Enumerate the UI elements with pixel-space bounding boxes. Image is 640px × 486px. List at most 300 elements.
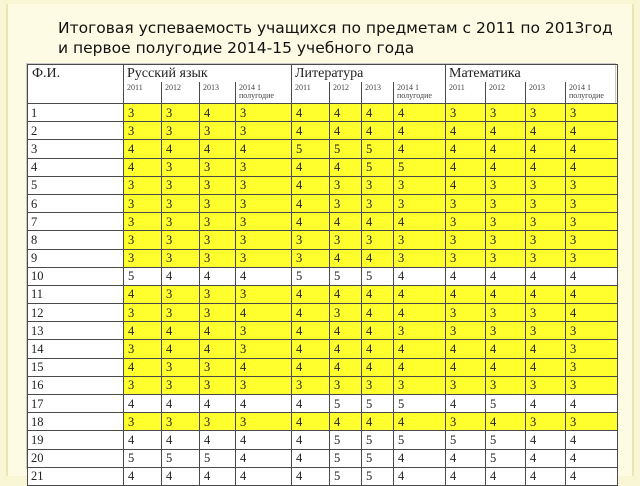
table-row <box>28 340 618 358</box>
grade-cell: 4 <box>330 340 362 358</box>
grade-cell: 4 <box>486 140 526 158</box>
slide <box>6 4 634 484</box>
grade-cell: 5 <box>330 140 362 158</box>
grade-cell: 5 <box>362 467 394 485</box>
grade-cell: 4 <box>236 449 292 467</box>
grade-cell: 3 <box>200 194 236 212</box>
grade-cell: 4 <box>362 213 394 231</box>
grade-cell: 3 <box>162 413 200 431</box>
grade-cell: 3 <box>200 285 236 303</box>
student-number-cell: 21 <box>28 467 124 485</box>
grade-cell: 4 <box>362 304 394 322</box>
grade-cell: 3 <box>236 376 292 394</box>
grade-cell: 3 <box>200 413 236 431</box>
grade-cell: 4 <box>362 122 394 140</box>
grade-cell: 3 <box>124 104 162 122</box>
grade-cell: 4 <box>200 140 236 158</box>
grade-cell: 3 <box>236 285 292 303</box>
grade-cell: 3 <box>394 376 446 394</box>
grade-cell: 3 <box>236 194 292 212</box>
grade-cell: 4 <box>362 285 394 303</box>
grade-cell: 4 <box>236 431 292 449</box>
grade-cell: 4 <box>124 431 162 449</box>
grade-cell: 3 <box>446 413 486 431</box>
grade-cell: 3 <box>162 358 200 376</box>
student-number-cell: 11 <box>28 285 124 303</box>
grade-cell: 4 <box>526 467 566 485</box>
grade-cell: 3 <box>526 249 566 267</box>
grade-cell: 3 <box>124 122 162 140</box>
period-header: 2014 1 полугодие <box>566 82 618 104</box>
grade-cell: 3 <box>566 231 618 249</box>
grade-cell: 4 <box>566 449 618 467</box>
grade-cell: 3 <box>124 213 162 231</box>
fio-header: Ф.И. <box>28 65 124 104</box>
grade-cell: 4 <box>362 358 394 376</box>
grade-cell: 4 <box>292 340 330 358</box>
grade-cell: 3 <box>446 249 486 267</box>
student-number-cell: 20 <box>28 449 124 467</box>
table-row <box>28 194 618 212</box>
grade-cell: 3 <box>566 358 618 376</box>
grade-cell: 3 <box>330 304 362 322</box>
table-row <box>28 431 618 449</box>
grade-cell: 4 <box>292 431 330 449</box>
grade-cell: 4 <box>394 340 446 358</box>
grade-cell: 4 <box>526 122 566 140</box>
grade-cell: 4 <box>566 122 618 140</box>
grade-cell: 4 <box>124 285 162 303</box>
grade-cell: 4 <box>446 285 486 303</box>
grade-cell: 5 <box>362 431 394 449</box>
grade-cell: 3 <box>362 194 394 212</box>
grade-cell: 3 <box>200 358 236 376</box>
grade-cell: 4 <box>486 358 526 376</box>
grade-cell: 3 <box>330 231 362 249</box>
grade-cell: 3 <box>526 376 566 394</box>
grade-cell: 4 <box>292 467 330 485</box>
grade-cell: 4 <box>330 322 362 340</box>
period-header: 2011 <box>446 82 486 104</box>
grade-cell: 3 <box>526 104 566 122</box>
grade-cell: 3 <box>162 122 200 140</box>
grade-cell: 4 <box>330 413 362 431</box>
grade-cell: 3 <box>124 249 162 267</box>
grade-cell: 4 <box>292 176 330 194</box>
student-number-cell: 16 <box>28 376 124 394</box>
grade-cell: 5 <box>486 431 526 449</box>
grade-cell: 4 <box>394 413 446 431</box>
grade-cell: 4 <box>236 140 292 158</box>
grade-cell: 3 <box>566 176 618 194</box>
grade-cell: 4 <box>566 395 618 413</box>
grade-cell: 4 <box>330 358 362 376</box>
grades-table <box>27 64 618 486</box>
grade-cell: 4 <box>162 140 200 158</box>
student-number-cell: 3 <box>28 140 124 158</box>
grade-cell: 4 <box>236 395 292 413</box>
grade-cell: 4 <box>124 467 162 485</box>
grade-cell: 4 <box>292 358 330 376</box>
grade-cell: 4 <box>394 104 446 122</box>
grade-cell: 5 <box>292 140 330 158</box>
grade-cell: 4 <box>292 213 330 231</box>
student-number-cell: 13 <box>28 322 124 340</box>
grade-cell: 4 <box>162 395 200 413</box>
grade-cell: 4 <box>330 213 362 231</box>
grade-cell: 3 <box>566 194 618 212</box>
grade-cell: 3 <box>486 104 526 122</box>
table-row <box>28 285 618 303</box>
grade-cell: 3 <box>124 231 162 249</box>
grade-cell: 3 <box>162 213 200 231</box>
grade-cell: 4 <box>526 158 566 176</box>
grade-cell: 3 <box>236 340 292 358</box>
grade-cell: 5 <box>394 395 446 413</box>
grade-cell: 5 <box>394 431 446 449</box>
grade-cell: 3 <box>162 194 200 212</box>
grade-cell: 4 <box>200 340 236 358</box>
grade-cell: 4 <box>124 395 162 413</box>
grade-cell: 4 <box>566 267 618 285</box>
grade-cell: 4 <box>330 158 362 176</box>
table-row <box>28 122 618 140</box>
grade-cell: 4 <box>200 395 236 413</box>
student-number-cell: 12 <box>28 304 124 322</box>
grade-cell: 4 <box>292 158 330 176</box>
grades-body <box>28 104 618 486</box>
grade-cell: 4 <box>394 213 446 231</box>
grade-cell: 5 <box>362 449 394 467</box>
grade-cell: 5 <box>124 267 162 285</box>
grade-cell: 4 <box>446 140 486 158</box>
period-header: 2012 <box>162 82 200 104</box>
grade-cell: 4 <box>236 467 292 485</box>
grade-cell: 3 <box>162 104 200 122</box>
grade-cell: 4 <box>330 285 362 303</box>
grade-cell: 4 <box>446 340 486 358</box>
grade-cell: 3 <box>200 176 236 194</box>
grade-cell: 4 <box>486 413 526 431</box>
grade-cell: 3 <box>236 413 292 431</box>
grade-cell: 4 <box>486 340 526 358</box>
table-row <box>28 467 618 485</box>
grade-cell: 4 <box>200 431 236 449</box>
grade-cell: 4 <box>486 267 526 285</box>
student-number-cell: 2 <box>28 122 124 140</box>
grade-cell: 3 <box>330 194 362 212</box>
grade-cell: 3 <box>330 376 362 394</box>
grade-cell: 3 <box>394 231 446 249</box>
grade-cell: 3 <box>486 249 526 267</box>
grade-cell: 4 <box>162 467 200 485</box>
grade-cell: 4 <box>446 449 486 467</box>
grade-cell: 3 <box>394 176 446 194</box>
grade-cell: 5 <box>362 267 394 285</box>
period-header: 2011 <box>124 82 162 104</box>
grade-cell: 3 <box>566 249 618 267</box>
table-row <box>28 376 618 394</box>
grade-cell: 4 <box>162 267 200 285</box>
grade-cell: 5 <box>330 449 362 467</box>
student-number-cell: 7 <box>28 213 124 231</box>
grade-cell: 4 <box>292 285 330 303</box>
subject-header-literature: Литература <box>292 65 446 83</box>
grade-cell: 4 <box>566 467 618 485</box>
grade-cell: 4 <box>486 122 526 140</box>
grade-cell: 4 <box>446 158 486 176</box>
grade-cell: 3 <box>236 322 292 340</box>
grade-cell: 3 <box>292 231 330 249</box>
grade-cell: 5 <box>330 395 362 413</box>
grade-cell: 5 <box>330 431 362 449</box>
student-number-cell: 9 <box>28 249 124 267</box>
grade-cell: 4 <box>292 304 330 322</box>
grade-cell: 3 <box>526 304 566 322</box>
grade-cell: 4 <box>566 285 618 303</box>
period-header: 2013 <box>200 82 236 104</box>
grade-cell: 5 <box>446 431 486 449</box>
grade-cell: 3 <box>200 249 236 267</box>
grade-cell: 3 <box>162 158 200 176</box>
student-number-cell: 19 <box>28 431 124 449</box>
grade-cell: 4 <box>446 122 486 140</box>
grade-cell: 3 <box>200 122 236 140</box>
table-row <box>28 449 618 467</box>
table-row <box>28 104 618 122</box>
grade-cell: 3 <box>124 304 162 322</box>
grade-cell: 3 <box>566 340 618 358</box>
grade-cell: 3 <box>566 376 618 394</box>
subject-header-russian: Русский язык <box>124 65 292 83</box>
grade-cell: 3 <box>200 376 236 394</box>
student-number-cell: 14 <box>28 340 124 358</box>
grade-cell: 5 <box>486 449 526 467</box>
grade-cell: 3 <box>566 104 618 122</box>
grade-cell: 5 <box>394 158 446 176</box>
grade-cell: 3 <box>124 340 162 358</box>
grade-cell: 3 <box>236 122 292 140</box>
grade-cell: 3 <box>446 104 486 122</box>
grade-cell: 5 <box>124 449 162 467</box>
table-row <box>28 322 618 340</box>
grade-cell: 3 <box>526 322 566 340</box>
period-header: 2013 <box>362 82 394 104</box>
grade-cell: 4 <box>362 340 394 358</box>
grade-cell: 5 <box>292 267 330 285</box>
table-row <box>28 176 618 194</box>
table-row <box>28 231 618 249</box>
grade-cell: 3 <box>566 413 618 431</box>
grade-cell: 4 <box>526 358 566 376</box>
grade-cell: 3 <box>162 249 200 267</box>
grade-cell: 3 <box>486 376 526 394</box>
grade-cell: 4 <box>292 322 330 340</box>
grades-table-container <box>26 63 616 484</box>
table-row <box>28 213 618 231</box>
grade-cell: 3 <box>236 213 292 231</box>
grade-cell: 3 <box>362 376 394 394</box>
grade-cell: 4 <box>526 140 566 158</box>
student-number-cell: 1 <box>28 104 124 122</box>
table-row <box>28 358 618 376</box>
grade-cell: 3 <box>162 304 200 322</box>
grade-cell: 4 <box>486 285 526 303</box>
grade-cell: 4 <box>292 194 330 212</box>
grade-cell: 4 <box>292 122 330 140</box>
grade-cell: 4 <box>292 395 330 413</box>
grade-cell: 4 <box>394 140 446 158</box>
grade-cell: 3 <box>292 249 330 267</box>
grade-cell: 3 <box>486 194 526 212</box>
grade-cell: 4 <box>526 267 566 285</box>
slide-title: Итоговая успеваемость учащихся по предметам с 2011 по 2013год и первое полугодие 2014-15 учебного года <box>58 19 613 57</box>
grade-cell: 3 <box>446 376 486 394</box>
grade-cell: 3 <box>486 176 526 194</box>
grade-cell: 4 <box>526 449 566 467</box>
grade-cell: 3 <box>526 194 566 212</box>
grade-cell: 3 <box>162 285 200 303</box>
student-number-cell: 4 <box>28 158 124 176</box>
grade-cell: 3 <box>236 158 292 176</box>
grade-cell: 4 <box>394 267 446 285</box>
grade-cell: 4 <box>394 304 446 322</box>
grade-cell: 4 <box>236 267 292 285</box>
grade-cell: 3 <box>446 231 486 249</box>
student-number-cell: 17 <box>28 395 124 413</box>
grade-cell: 5 <box>486 395 526 413</box>
grade-cell: 4 <box>526 431 566 449</box>
grade-cell: 4 <box>292 413 330 431</box>
grade-cell: 3 <box>486 322 526 340</box>
grade-cell: 3 <box>526 231 566 249</box>
grade-cell: 3 <box>200 231 236 249</box>
period-header: 2013 <box>526 82 566 104</box>
grade-cell: 3 <box>162 231 200 249</box>
grade-cell: 4 <box>200 104 236 122</box>
grade-cell: 4 <box>566 304 618 322</box>
grade-cell: 4 <box>566 140 618 158</box>
grade-cell: 4 <box>330 122 362 140</box>
grade-cell: 4 <box>292 104 330 122</box>
grade-cell: 4 <box>124 158 162 176</box>
grade-cell: 4 <box>526 340 566 358</box>
grade-cell: 4 <box>200 267 236 285</box>
grade-cell: 5 <box>330 467 362 485</box>
grade-cell: 3 <box>486 304 526 322</box>
grade-cell: 5 <box>162 449 200 467</box>
grade-cell: 4 <box>446 395 486 413</box>
grade-cell: 4 <box>446 267 486 285</box>
grade-cell: 3 <box>486 213 526 231</box>
grade-cell: 4 <box>236 304 292 322</box>
grade-cell: 5 <box>362 140 394 158</box>
grade-cell: 4 <box>236 358 292 376</box>
grade-cell: 4 <box>362 413 394 431</box>
grade-cell: 3 <box>446 194 486 212</box>
grade-cell: 3 <box>362 231 394 249</box>
grade-cell: 3 <box>394 194 446 212</box>
grade-cell: 4 <box>162 431 200 449</box>
grade-cell: 4 <box>330 104 362 122</box>
student-number-cell: 15 <box>28 358 124 376</box>
grade-cell: 4 <box>124 322 162 340</box>
grade-cell: 4 <box>526 395 566 413</box>
grade-cell: 3 <box>200 213 236 231</box>
grade-cell: 4 <box>162 340 200 358</box>
period-header: 2014 1 полугодие <box>394 82 446 104</box>
grade-cell: 5 <box>362 395 394 413</box>
grade-cell: 5 <box>362 158 394 176</box>
grade-cell: 3 <box>394 322 446 340</box>
grade-cell: 4 <box>446 467 486 485</box>
grade-cell: 3 <box>446 322 486 340</box>
grade-cell: 4 <box>162 322 200 340</box>
grade-cell: 3 <box>124 376 162 394</box>
grade-cell: 4 <box>394 285 446 303</box>
grade-cell: 3 <box>162 376 200 394</box>
student-number-cell: 5 <box>28 176 124 194</box>
table-row <box>28 267 618 285</box>
table-row <box>28 304 618 322</box>
period-header: 2012 <box>330 82 362 104</box>
grade-cell: 3 <box>446 304 486 322</box>
grade-cell: 3 <box>526 213 566 231</box>
grade-cell: 3 <box>566 322 618 340</box>
grade-cell: 4 <box>446 176 486 194</box>
period-header: 2012 <box>486 82 526 104</box>
grade-cell: 4 <box>526 285 566 303</box>
grade-cell: 3 <box>526 176 566 194</box>
grade-cell: 5 <box>330 267 362 285</box>
grade-cell: 3 <box>236 176 292 194</box>
table-row <box>28 395 618 413</box>
grade-cell: 4 <box>394 467 446 485</box>
table-row <box>28 140 618 158</box>
student-number-cell: 6 <box>28 194 124 212</box>
table-row <box>28 158 618 176</box>
grade-cell: 4 <box>486 467 526 485</box>
grade-cell: 4 <box>330 249 362 267</box>
grade-cell: 4 <box>394 358 446 376</box>
grade-cell: 4 <box>446 358 486 376</box>
grade-cell: 4 <box>394 449 446 467</box>
grade-cell: 4 <box>362 104 394 122</box>
grade-cell: 3 <box>124 413 162 431</box>
grade-cell: 3 <box>394 249 446 267</box>
grade-cell: 4 <box>124 358 162 376</box>
grade-cell: 3 <box>446 213 486 231</box>
period-header: 2014 1 полугодие <box>236 82 292 104</box>
grade-cell: 3 <box>486 231 526 249</box>
subject-header-math: Математика <box>446 65 618 83</box>
period-header: 2011 <box>292 82 330 104</box>
grade-cell: 3 <box>362 176 394 194</box>
grade-cell: 4 <box>566 158 618 176</box>
grade-cell: 3 <box>236 249 292 267</box>
grade-cell: 4 <box>200 467 236 485</box>
grade-cell: 4 <box>124 140 162 158</box>
grade-cell: 5 <box>200 449 236 467</box>
grade-cell: 4 <box>486 158 526 176</box>
grade-cell: 4 <box>292 449 330 467</box>
grade-cell: 4 <box>362 322 394 340</box>
grade-cell: 3 <box>236 231 292 249</box>
grade-cell: 3 <box>330 176 362 194</box>
student-number-cell: 8 <box>28 231 124 249</box>
grade-cell: 4 <box>566 431 618 449</box>
grade-cell: 3 <box>566 213 618 231</box>
